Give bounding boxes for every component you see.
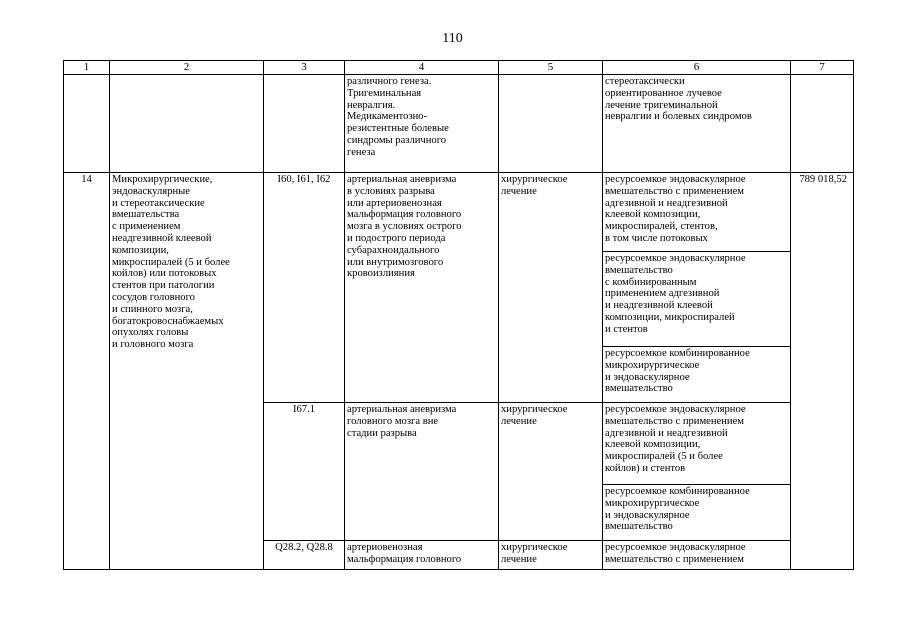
cell-treatment-method: ресурсоемкое эндоваскулярное вмешательство с применением [603,541,791,570]
cell-treatment-method: ресурсоемкое комбинированное микрохирургическое и эндоваскулярное вмешательство [603,347,791,403]
cell-empty [791,75,854,173]
cell-treatment-method: ресурсоемкое эндоваскулярное вмешательство с применением адгезивной и неадгезивной клеевой композиции, микроспиралей (5 и более койлов) и стентов [603,403,791,485]
cell-patient-model: артериальная аневризма головного мозга вне стадии разрыва [345,403,499,541]
cell-empty [499,75,603,173]
cell-empty [110,75,264,173]
cell-patient-model: различного генеза. Тригеминальная невралгия. Медикаментозно- резистентные болевые синдромы различного генеза [345,75,499,173]
column-number: 6 [603,61,791,75]
cell-treatment-type: хирургическое лечение [499,541,603,570]
column-number-row [64,61,854,75]
column-number: 5 [499,61,603,75]
cell-empty [264,75,345,173]
cell-treatment-type: хирургическое лечение [499,403,603,541]
column-number: 2 [110,61,264,75]
cell-patient-model: артериальная аневризма в условиях разрыва или артериовенозная мальформация головного мозга в условиях острого и подострого периода субарахноидального или внутримозгового кровоизлияния [345,173,499,403]
page-number: 110 [442,31,463,46]
cell-icd-codes: Q28.2, Q28.8 [264,541,345,570]
cell-row-number: 14 [64,173,110,570]
cell-icd-codes: I67.1 [264,403,345,541]
column-number: 7 [791,61,854,75]
cell-patient-model: артериовенозная мальформация головного [345,541,499,570]
cell-empty [64,75,110,173]
table-row-continued [64,75,854,173]
column-number: 1 [64,61,110,75]
cell-treatment-type: хирургическое лечение [499,173,603,403]
cell-icd-codes: I60, I61, I62 [264,173,345,403]
cell-cost: 789 018,52 [791,173,854,570]
cell-treatment-method: стереотаксически ориентированное лучевое лечение тригеминальной невралгии и болевых синдромов [603,75,791,173]
column-number: 3 [264,61,345,75]
medical-care-table [63,60,854,570]
cell-treatment-method: ресурсоемкое эндоваскулярное вмешательство с комбинированным применением адгезивной и неадгезивной клеевой композиции, микроспиралей и стентов [603,252,791,347]
cell-care-type: Микрохирургические, эндоваскулярные и стереотаксические вмешательства с применением неадгезивной клеевой композиции, микроспиралей (5 и более койлов) или потоковых стентов при патологии сосудов головного и спинного мозга, богатокровоснабжаемых опухолях головы и головного мозга [110,173,264,570]
cell-treatment-method: ресурсоемкое эндоваскулярное вмешательство с применением адгезивной и неадгезивной клеевой композиции, микроспиралей, стентов, в том числе потоковых [603,173,791,252]
column-number: 4 [345,61,499,75]
table-row [64,173,854,252]
cell-treatment-method: ресурсоемкое комбинированное микрохирургическое и эндоваскулярное вмешательство [603,485,791,541]
